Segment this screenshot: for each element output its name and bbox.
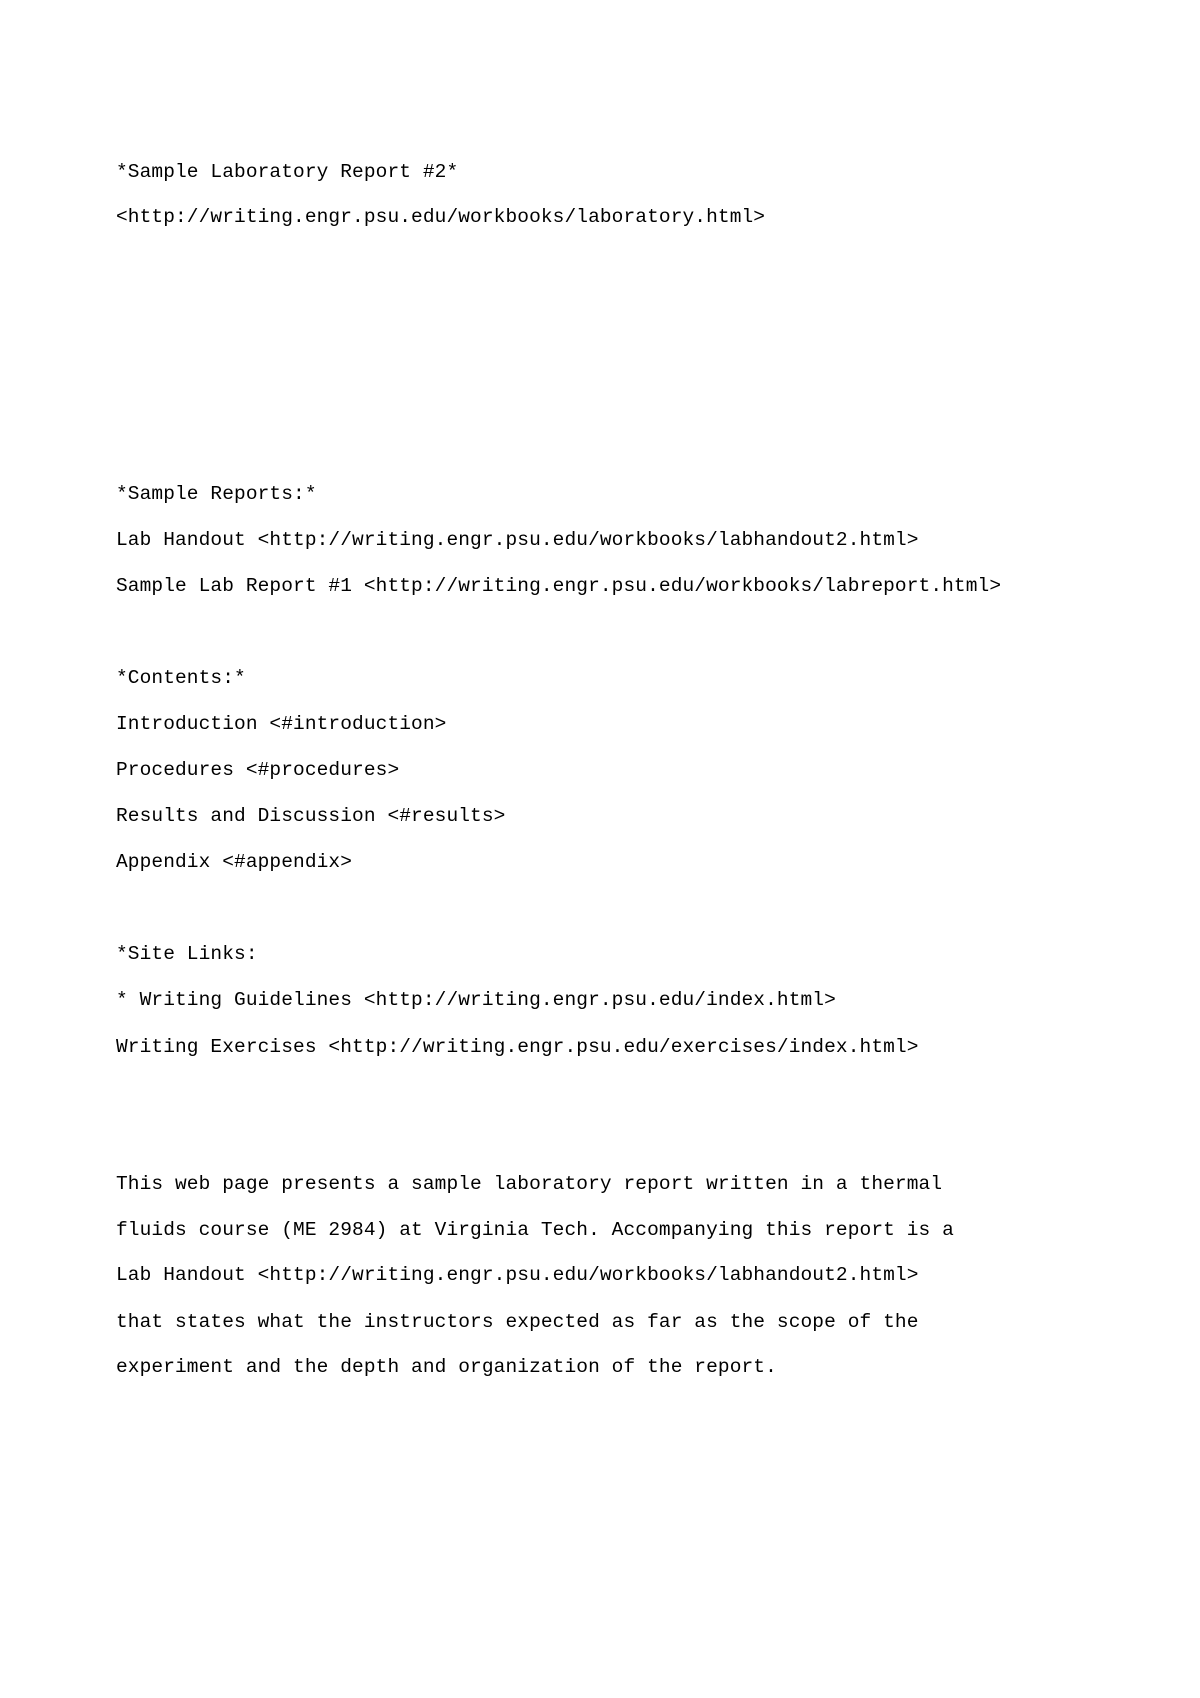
writing-exercises-link[interactable]: Writing Exercises <http://writing.engr.psu.edu/exercises/index.html> bbox=[116, 1036, 919, 1058]
lab-handout-link[interactable]: Lab Handout <http://writing.engr.psu.edu/workbooks/labhandout2.html> bbox=[116, 529, 919, 551]
contents-item-appendix[interactable]: Appendix <#appendix> bbox=[116, 851, 353, 873]
contents-item-results[interactable]: Results and Discussion <#results> bbox=[116, 805, 506, 827]
contents-item-introduction[interactable]: Introduction <#introduction> bbox=[116, 713, 447, 735]
contents-item-procedures[interactable]: Procedures <#procedures> bbox=[116, 759, 400, 781]
intro-paragraph-lab-handout-link[interactable]: Lab Handout <http://writing.engr.psu.edu/workbooks/labhandout2.html> bbox=[116, 1264, 919, 1286]
intro-paragraph-line: experiment and the depth and organization of the report. bbox=[116, 1356, 777, 1378]
page-title: *Sample Laboratory Report #2* bbox=[116, 161, 459, 183]
page-url-link[interactable]: <http://writing.engr.psu.edu/workbooks/laboratory.html> bbox=[116, 206, 766, 228]
sample-reports-heading: *Sample Reports:* bbox=[116, 483, 317, 505]
intro-paragraph-line: that states what the instructors expected as far as the scope of the bbox=[116, 1311, 919, 1333]
writing-guidelines-link[interactable]: * Writing Guidelines <http://writing.engr.psu.edu/index.html> bbox=[116, 989, 836, 1011]
intro-paragraph-line: This web page presents a sample laboratory report written in a thermal bbox=[116, 1173, 943, 1195]
sample-lab-report-1-link[interactable]: Sample Lab Report #1 <http://writing.engr.psu.edu/workbooks/labreport.html> bbox=[116, 575, 1002, 597]
intro-paragraph-line: fluids course (ME 2984) at Virginia Tech. Accompanying this report is a bbox=[116, 1219, 954, 1241]
document-page bbox=[116, 0, 1156, 1698]
contents-heading: *Contents:* bbox=[116, 667, 246, 689]
site-links-heading: *Site Links: bbox=[116, 943, 258, 965]
